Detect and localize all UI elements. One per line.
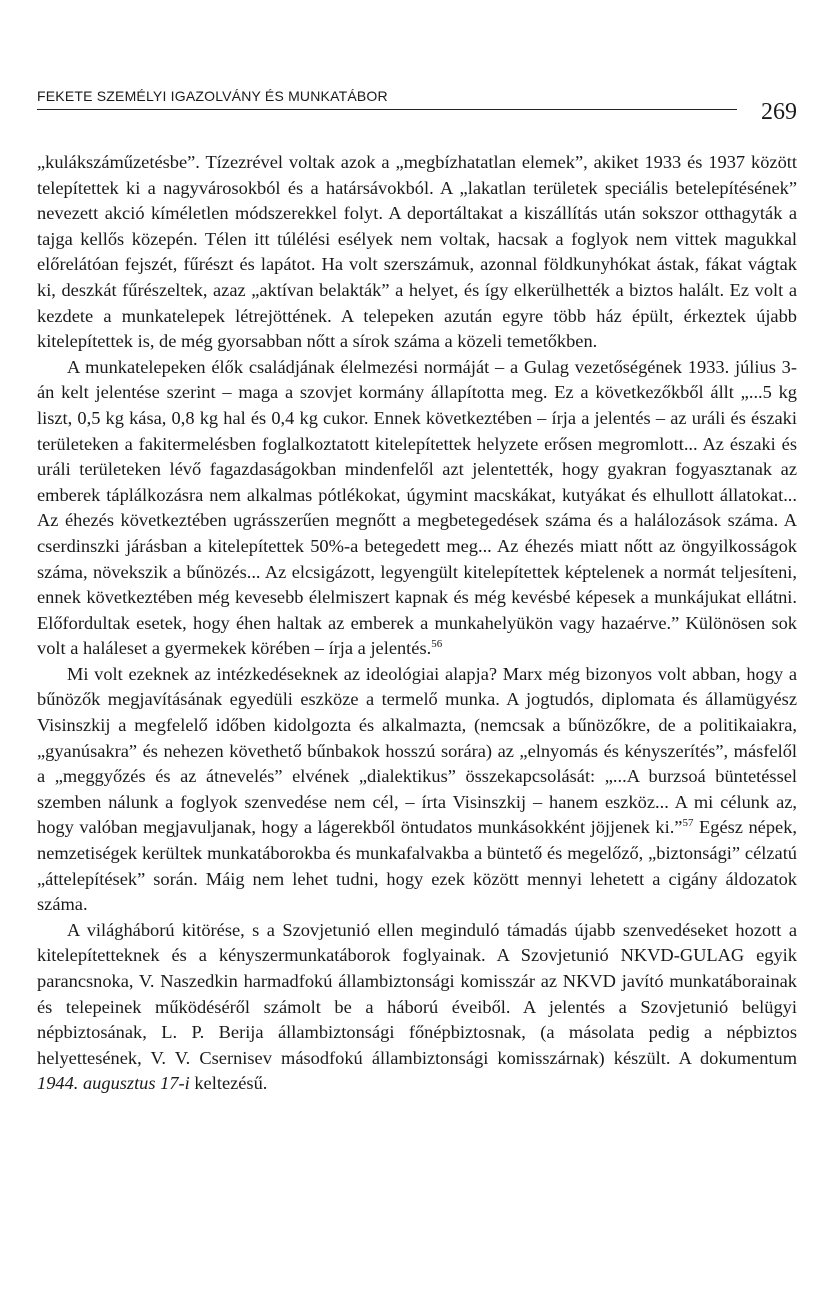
- page-number: 269: [761, 99, 797, 125]
- paragraph-1: [37, 150, 797, 355]
- paragraph-3-text-after: Egész népek, nemzetiségek kerültek munkatáborokba és munkafalvakba a büntető és megelőző, „biztonsági” célzatú „áttelepítések” során. Máig nem lehet tudni, hogy ezek között mennyi lehetett a cigány áldozatok száma.: [37, 817, 797, 915]
- paragraph-4-text-end: keltezésű.: [189, 1073, 268, 1094]
- paragraph-3-text-before: Mi volt ezeknek az intézkedéseknek az ideológiai alapja? Marx még bizonyos volt abban, hogy a bűnözők megjavításának egyedüli eszköze a termelő munka. A jogtudós, diplomata és államügyész Visinszkij a megfelelő időben kidolgozta és alkalmazta, (nemcsak a bűnözőkre, de a politikaiakra, „gyanúsakra” és nehezen követhető bűnbakok hosszú sorára) az „elnyomás és kényszerítés”, másfelől a „meggyőzés és az átnevelés” elvének „dialektikus” összekapcsolását: „...A burzsoá büntetéssel szemben nálunk a foglyok szenvedése nem cél, – írta Visinszkij – hanem eszköz... A mi célunk az, hogy valóban megjavuljanak, hogy a lágerekből öntudatos munkásokként jöjjenek ki.”: [37, 663, 797, 838]
- running-head: FEKETE SZEMÉLYI IGAZOLVÁNY ÉS MUNKATÁBOR: [37, 88, 388, 104]
- page-header: [37, 88, 737, 110]
- paragraph-3: [37, 662, 797, 918]
- paragraph-4: [37, 918, 797, 1097]
- paragraph-2: [37, 355, 797, 662]
- document-date: 1944. augusztus 17-i: [37, 1073, 190, 1094]
- paragraph-4-text: A világháború kitörése, s a Szovjetunió ellen meginduló támadás újabb szenvedéseket hozott a kitelepítetteknek és a kényszermunkatáborok foglyainak. A Szovjetunió NKVD-GULAG egyik parancsnoka, V. Naszedkin harmadfokú állambiztonsági komisszár az NKVD javító munkatáborainak és telepeinek működéséről számolt be a háború éveiből. A jelentés a Szovjetunió belügyi népbiztosának, L. P. Berija állambiztonsági főnépbiztosnak, (a másolata pedig a népbiztos helyettesének, V. V. Csernisev másodfokú állambiztonsági komisszárnak) készült. A dokumentum: [37, 919, 797, 1068]
- body-text: [37, 150, 797, 1097]
- footnote-ref-56: 56: [431, 638, 443, 651]
- paragraph-1-text: „kulákszáműzetésbe”. Tízezrével voltak azok a „megbízhatatlan elemek”, akiket 1933 és 1937 között telepítettek ki a nagyvárosokból és a határsávokból. A „lakatlan területek speciális betelepítésének” nevezett akció kíméletlen módszerekkel folyt. A deportáltakat a kiszállítás után sokszor otthagyták a tajga kellős közepén. Télen itt túlélési esélyek nem voltak, hacsak a foglyok nem vittek magukkal előrelátóan fejszét, fűrészt és lapátot. Ha volt szerszámuk, azonnal földkunyhókat ástak, fákat vágtak ki, deszkát fűrészeltek, azaz „aktívan belakták” a helyet, és így elkerülhették a biztos halált. Ez volt a kezdete a munkatelepek létrejöttének. A telepeken azután egyre több ház épült, érkeztek újabb kitelepítettek is, de még gyorsabban nőtt a sírok száma a közeli temetőkben.: [37, 152, 797, 352]
- paragraph-2-text: A munkatelepeken élők családjának élelmezési normáját – a Gulag vezetőségének 1933. július 3-án kelt jelentése szerint – maga a szovjet kormány állapította meg. Ez a következőkből állt „...5 kg liszt, 0,5 kg kása, 0,8 kg hal és 0,4 kg cukor. Ennek következtében – írja a jelentés – az uráli és északi területeken a fakitermelésben foglalkoztatott kitelepítettek helyzete erősen megromlott... Az északi és uráli területeken lévő fagazdaságokban mindenfelől azt jelentették, hogy gyakran fogyasztanak az emberek táplálkozásra nem alkalmas pótlékokat, úgymint macskákat, kutyákat és elhullott állatokat... Az éhezés következtében ugrásszerűen megnőtt a megbetegedések száma és a halálozások száma. A cserdinszki járásban a kitelepítettek 50%-a betegedett meg... Az éhezés miatt nőtt az öngyilkosságok száma, növekszik a bűnözés... Az elcsigázott, legyengült kitelepítettek képtelenek a normát teljesíteni, ennek következtében még kevesebb élelmiszert kapnak és még kevésbé képesek a munkájukat ellátni. Előfordultak esetek, hogy éhen haltak az emberek a munkahelyükön vagy hazaérve.” Különösen sok volt a haláleset a gyermekek körében – írja a jelentés.: [37, 356, 797, 659]
- footnote-ref-57: 57: [682, 817, 694, 830]
